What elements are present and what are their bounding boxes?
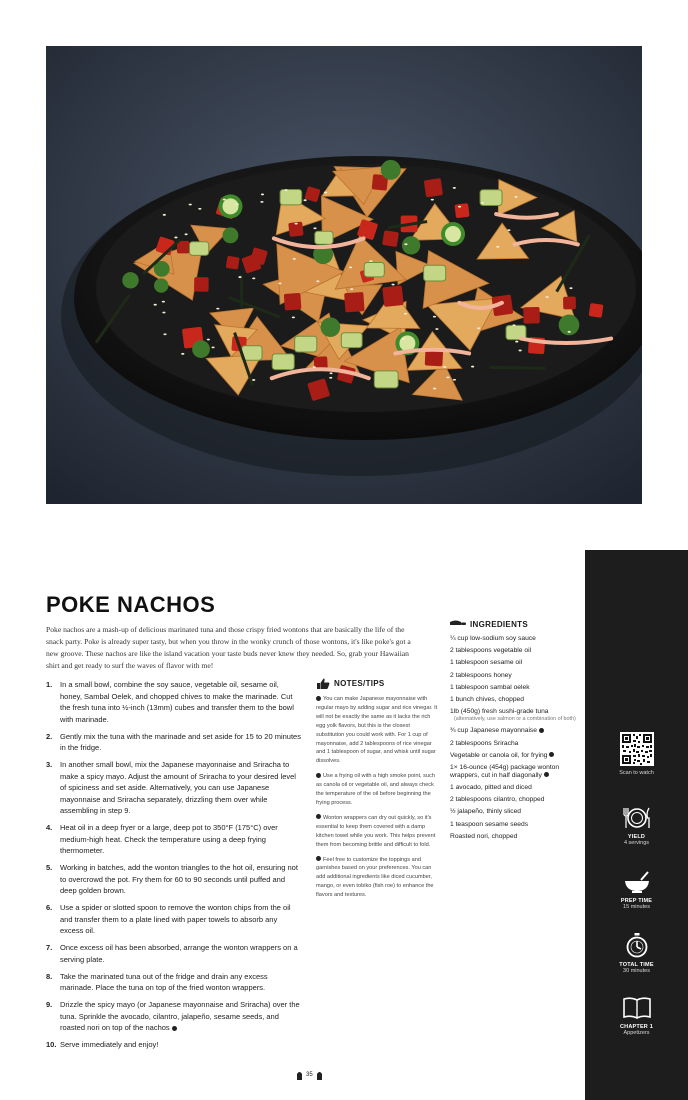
sesame-seed — [446, 376, 449, 378]
sesame-seed — [433, 316, 436, 318]
step-item — [46, 999, 302, 1034]
prep-time-block — [585, 870, 688, 910]
note-item: Wonton wrappers can dry out quickly, so it's essential to keep them covered with a damp kitchen towel while you work. This helps prevent them from becoming brittle and difficult to fold. — [316, 814, 436, 848]
sesame-seed — [293, 258, 296, 260]
sesame-seed — [181, 353, 184, 355]
tuna-cube — [382, 230, 399, 247]
sesame-seed — [316, 280, 319, 282]
avocado-piece — [374, 371, 398, 388]
cilantro-leaf — [381, 160, 401, 180]
tuna-cube — [589, 303, 604, 318]
sesame-seed — [404, 243, 407, 245]
step-item — [46, 942, 302, 965]
step-item — [46, 971, 302, 994]
ingredient-item: 1 tablespoon sambal oelek — [450, 683, 530, 691]
chapter-block — [585, 996, 688, 1036]
cilantro-leaf — [321, 317, 341, 337]
sesame-seed — [198, 208, 201, 210]
sesame-seed — [162, 312, 165, 314]
sesame-seed — [252, 379, 255, 381]
ingredient-item: 1 bunch chives, chopped — [450, 695, 524, 703]
notes-tips-section — [316, 678, 438, 906]
ingredients-heading-text: INGREDIENTS — [470, 619, 528, 629]
sesame-seed — [402, 338, 405, 340]
sesame-seed — [284, 189, 287, 191]
mixing-bowl-icon — [622, 870, 652, 894]
sesame-seed — [515, 341, 518, 343]
step-number: 3. — [46, 760, 53, 769]
ingredient-item: Roasted nori, chopped — [450, 832, 518, 840]
sesame-seed — [481, 202, 484, 204]
yield-block — [585, 806, 688, 846]
sesame-seed — [313, 227, 316, 229]
tuna-cube — [344, 292, 364, 312]
sesame-seed — [350, 288, 353, 290]
step-item — [46, 862, 302, 897]
sesame-seed — [292, 316, 295, 318]
step-item — [46, 759, 302, 817]
yield-label: YIELD — [627, 834, 646, 840]
sesame-seed — [207, 339, 210, 341]
ingredients-section — [450, 619, 578, 845]
sesame-seed — [324, 192, 327, 194]
notes-heading-text: NOTES/TIPS — [334, 679, 385, 688]
step-item — [46, 822, 302, 857]
cilantro-leaf — [192, 340, 210, 358]
note-item: You can make Japanese mayonnaise with regular mayo by adding sugar and rice vinegar. It will not be exactly the same as it lacks the rich egg yolk flavors, but this is the closest substitution you could work with. For 1 cup of mayonnaise, add 2 tablespoons of rice vinegar and 1 tablespoon of sugar, and whisk until sugar dissolves. — [316, 696, 438, 765]
step-text: Heat oil in a deep fryer or a large, deep pot to 350°F (175°C) over medium-high heat. Check the temperature using a deep frying thermometer. — [60, 823, 278, 855]
sesame-seed — [260, 201, 263, 203]
tuna-cube — [382, 285, 403, 306]
sesame-seed — [329, 372, 332, 374]
recipe-info-sidebar — [585, 550, 688, 1100]
ingredient-item: 2 tablespoons Sriracha — [450, 739, 519, 747]
note-marker-icon — [172, 1026, 177, 1031]
ingredient-item: 1 avocado, pitted and diced — [450, 784, 532, 792]
sesame-seed — [519, 350, 522, 352]
cilantro-leaf — [154, 278, 168, 292]
ingredients-heading — [450, 619, 578, 629]
chapter-value: Appetizers — [623, 1030, 650, 1036]
open-book-icon — [622, 996, 652, 1020]
sesame-seed — [304, 199, 307, 201]
page-number: 35 — [306, 1072, 313, 1078]
ingredient-item: ¾ cup Japanese mayonnaise — [450, 727, 578, 735]
sesame-seed — [174, 237, 177, 239]
sesame-seed — [185, 233, 188, 235]
step-number: 5. — [46, 863, 53, 872]
sesame-seed — [391, 284, 394, 286]
sesame-seed — [252, 277, 255, 279]
step-number: 9. — [46, 1000, 53, 1009]
hero-photo — [46, 46, 642, 504]
note-marker-icon — [549, 752, 554, 757]
sesame-seed — [216, 308, 219, 310]
sesame-seed — [349, 266, 352, 268]
notes-heading — [316, 678, 438, 689]
tuna-cube — [194, 277, 209, 292]
sesame-seed — [369, 260, 372, 262]
sesame-seed — [471, 366, 474, 368]
qr-block[interactable] — [585, 732, 688, 776]
avocado-piece — [424, 265, 446, 281]
total-time-block — [585, 932, 688, 974]
ingredient-item: ½ jalapeño, thinly sliced — [450, 808, 522, 816]
note-marker-icon — [544, 772, 549, 777]
note-item: Feel free to customize the toppings and garnishes based on your preferences. You can add additional ingredients like diced cucumber, mango, or even tobiko (fish roe) to enhance the flavors and textures. — [316, 856, 434, 899]
step-item — [46, 731, 302, 754]
sesame-seed — [404, 313, 407, 315]
knife-icon — [450, 619, 466, 629]
sesame-seed — [512, 324, 515, 326]
total-time-label: TOTAL TIME — [619, 962, 654, 968]
step-item — [46, 1039, 302, 1051]
sesame-seed — [568, 331, 571, 333]
cilantro-leaf — [122, 272, 138, 288]
step-text: In another small bowl, mix the Japanese mayonnaise and Sriracha to make a spicy mayo. Adjust the amount of Sriracha to your desired level of spiciness and set aside. Alternatively, you can use Japanese mayonnaise and Sriracha separately, drizzling them over while assembling in step 9. — [60, 760, 296, 815]
sesame-seed — [443, 366, 446, 368]
ingredient-item: 2 tablespoons vegetable oil — [450, 647, 532, 655]
page-footer — [296, 1070, 323, 1080]
thumbs-up-icon — [316, 678, 330, 689]
step-text: Serve immediately and enjoy! — [60, 1040, 159, 1049]
sesame-seed — [223, 199, 226, 201]
bullet-icon — [316, 773, 321, 778]
sesame-seed — [163, 214, 166, 216]
step-text: Drizzle the spicy mayo (or Japanese mayonnaise and Sriracha) over the tuna. Sprinkle the avocado, cilantro, jalapeño, sesame seeds, and roasted nori on top of the nachos — [60, 1000, 300, 1032]
step-text: Use a spider or slotted spoon to remove the wonton chips from the oil and transfer them to a plate lined with paper towels to absorb any excess oil. — [60, 903, 291, 935]
avocado-piece — [272, 354, 294, 370]
sesame-seed — [329, 377, 332, 379]
sesame-seed — [435, 328, 438, 330]
tuna-cube — [563, 297, 576, 310]
sesame-seed — [154, 304, 157, 306]
chapter-label: CHAPTER 1 — [620, 1024, 653, 1030]
step-number: 6. — [46, 903, 53, 912]
sesame-seed — [278, 282, 281, 284]
tuna-cube — [523, 307, 540, 324]
step-number: 7. — [46, 943, 53, 952]
step-number: 1. — [46, 680, 53, 689]
yield-value: 4 servings — [623, 840, 650, 846]
avocado-piece — [364, 262, 384, 276]
sesame-seed — [238, 276, 241, 278]
step-text: Take the marinated tuna out of the fridge and drain any excess marinade. Place the tuna on top of the fried wonton wrappers. — [60, 971, 268, 992]
ingredient-item: Vegetable or canola oil, for frying — [450, 752, 578, 760]
sesame-seed — [453, 379, 456, 381]
step-text: In a small bowl, combine the soy sauce, vegetable oil, sesame oil, honey, Sambal Oelek, and chopped chives to make the marinade. Cut the fresh tuna into ½-inch (13mm) cubes and transfer them to the bowl with marinade. — [60, 680, 294, 724]
plate-cutlery-icon — [622, 806, 652, 830]
avocado-piece — [190, 242, 209, 256]
sesame-seed — [261, 194, 264, 196]
step-item — [46, 679, 302, 725]
step-number: 4. — [46, 823, 53, 832]
ingredient-item: ¼ cup low-sodium soy sauce — [450, 635, 536, 642]
avocado-piece — [341, 333, 362, 348]
recipe-title: POKE NACHOS — [46, 592, 216, 617]
note-marker-icon — [539, 728, 544, 733]
step-number: 10. — [46, 1040, 57, 1049]
note-item: Use a frying oil with a high smoke point, such as canola oil or vegetable oil, and always check the temperature of the oil before beginning the frying process. — [316, 773, 435, 806]
step-number: 2. — [46, 731, 53, 741]
ingredient-item: 2 tablespoons cilantro, chopped — [450, 796, 545, 804]
tuna-cube — [284, 293, 302, 311]
tuna-cube — [454, 203, 469, 218]
step-text: Once excess oil has been absorbed, arrange the wonton wrappers on a serving plate. — [60, 943, 298, 964]
stopwatch-icon — [623, 932, 651, 958]
avocado-piece — [315, 231, 333, 244]
qr-label: Scan to watch — [619, 770, 654, 776]
ingredient-item: 2 tablespoons honey — [450, 671, 512, 679]
sesame-seed — [295, 223, 298, 225]
bullet-icon — [316, 696, 321, 701]
hand-left-icon — [296, 1070, 303, 1080]
sesame-seed — [458, 206, 461, 208]
sesame-seed — [211, 346, 214, 348]
sesame-seed — [313, 366, 316, 368]
total-time-value: 30 minutes — [623, 968, 650, 974]
sesame-seed — [514, 196, 517, 198]
qr-code-icon[interactable] — [620, 732, 654, 766]
prep-time-label: PREP TIME — [620, 898, 653, 904]
hand-right-icon — [316, 1070, 323, 1080]
jalapeno-slice — [445, 226, 461, 242]
bullet-icon — [316, 856, 321, 861]
sesame-seed — [236, 203, 239, 205]
ingredient-item: 1 teaspoon sesame seeds — [450, 820, 529, 828]
sesame-seed — [496, 246, 499, 248]
jalapeno-slice — [223, 198, 239, 214]
prep-time-value: 15 minutes — [623, 904, 650, 910]
sesame-seed — [431, 199, 434, 201]
cilantro-leaf — [222, 227, 238, 243]
step-item — [46, 902, 302, 937]
step-text: Working in batches, add the wonton triangles to the hot oil, ensuring not to overcrowd the pot. Fry them for 60 to 90 seconds until puffed and deep golden brown. — [60, 863, 298, 895]
sesame-seed — [189, 204, 192, 206]
ingredient-item: 1 tablespoon sesame oil — [450, 659, 523, 667]
step-text: Gently mix the tuna with the marinade and set aside for 15 to 20 minutes in the fridge. — [60, 731, 301, 752]
ingredient-item: 1× 16-ounce (454g) package wonton wrappers, cut in half diagonally — [450, 763, 560, 779]
tuna-cube — [424, 178, 443, 197]
poke-nachos-photo — [46, 46, 642, 504]
sesame-seed — [507, 229, 510, 231]
avocado-piece — [280, 189, 302, 204]
sesame-seed — [162, 301, 165, 303]
recipe-intro: Poke nachos are a mash-up of delicious marinated tuna and those crispy fried wontons that are basically the life of the snack party. Poke is already super tasty, but when you throw in the wonky crunch of those wontons, it's like poke's got a new groove. These nachos are like the island vacation your taste buds never knew they needed. So, grab your Hawaiian shirt and get ready to surf the waves of flavor with me! — [46, 625, 411, 670]
instruction-steps — [46, 679, 302, 1056]
bullet-icon — [316, 814, 321, 819]
avocado-piece — [295, 336, 317, 352]
tuna-cube — [226, 256, 240, 270]
step-number: 8. — [46, 971, 53, 981]
sesame-seed — [477, 327, 480, 329]
sesame-seed — [546, 296, 549, 298]
ingredient-note: (alternatively, use salmon or a combination of both) — [454, 716, 576, 723]
sesame-seed — [433, 388, 436, 390]
ingredient-item: 1lb (450g) fresh sushi-grade tuna (alternatively, use salmon or a combination of both) — [450, 708, 578, 723]
sesame-seed — [569, 287, 572, 289]
nori-strip — [240, 275, 244, 309]
cilantro-leaf — [402, 236, 420, 254]
sesame-seed — [163, 333, 166, 335]
sesame-seed — [453, 187, 456, 189]
